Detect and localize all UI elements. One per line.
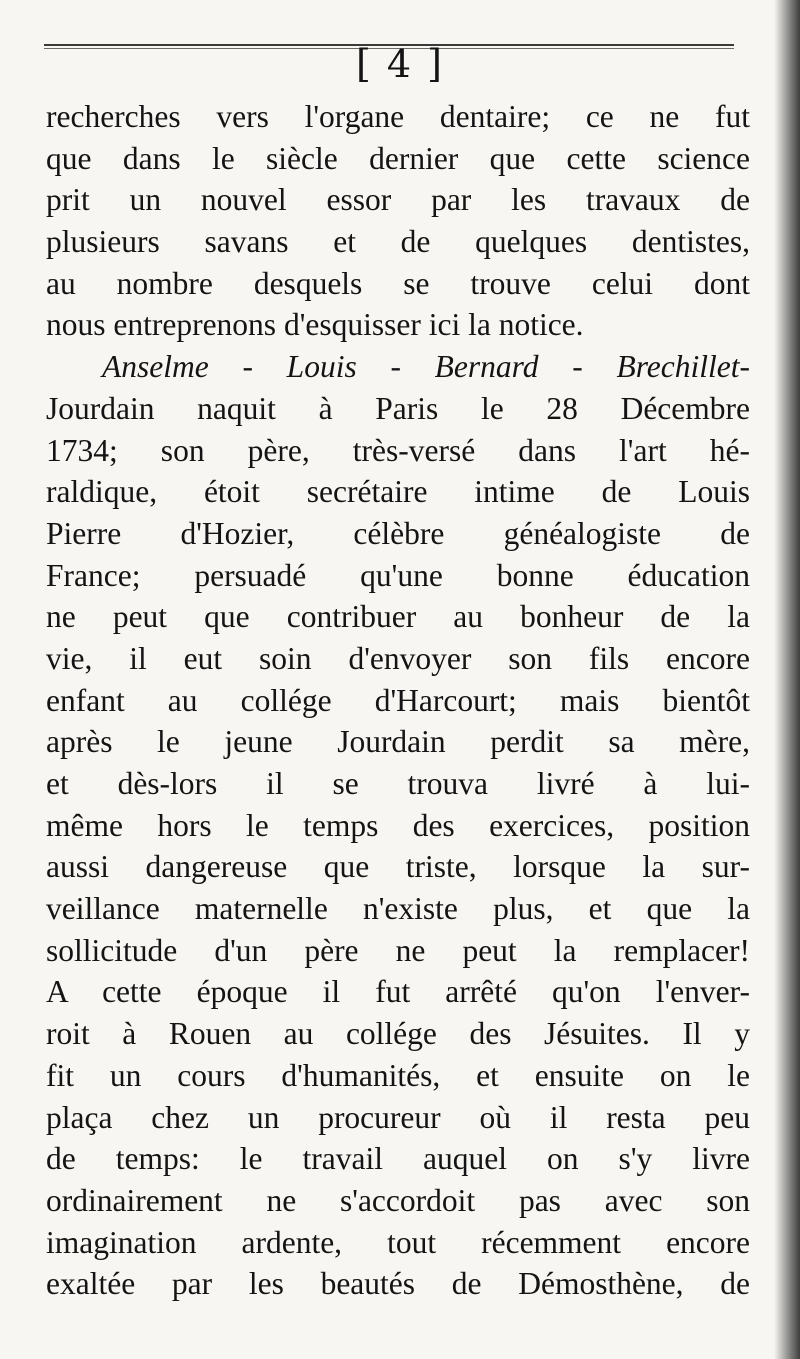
- text-line: plusieurs savans et de quelques dentistes,: [46, 224, 750, 260]
- text-line: France; persuadé qu'une bonne éducation: [46, 557, 750, 593]
- text-line: ne peut que contribuer au bonheur de la: [46, 599, 750, 635]
- text-line: vie, il eut soin d'envoyer son fils encore: [46, 640, 750, 676]
- text-line: fit un cours d'humanités, et ensuite on le: [46, 1057, 750, 1093]
- text-line: veillance maternelle n'existe plus, et que la: [46, 891, 750, 927]
- text-line: même hors le temps des exercices, position: [46, 807, 750, 843]
- page-number: [ 4 ]: [356, 42, 444, 86]
- text-line: 1734; son père, très-versé dans l'art hé-: [46, 432, 750, 468]
- text-line: raldique, étoit secrétaire intime de Louis: [46, 474, 750, 510]
- text-line: nous entreprenons d'esquisser ici la notice.: [46, 307, 584, 343]
- text-line: que dans le siècle dernier que cette science: [46, 140, 750, 176]
- text-line: recherches vers l'organe dentaire; ce ne fut: [46, 99, 750, 134]
- text-line: après le jeune Jourdain perdit sa mère,: [46, 724, 750, 760]
- text-line: et dès-lors il se trouva livré à lui-: [46, 766, 750, 801]
- text-line: Jourdain naquit à Paris le 28 Décembre: [46, 390, 750, 426]
- text-line: ordinairement ne s'accordoit pas avec son: [46, 1182, 750, 1218]
- text-line: sollicitude d'un père ne peut la remplacer!: [46, 932, 750, 968]
- text-line: Pierre d'Hozier, célèbre généalogiste de: [46, 515, 750, 551]
- text-line: au nombre desquels se trouve celui dont: [46, 265, 750, 301]
- text-line: exaltée par les beautés de Démosthène, de: [46, 1266, 750, 1302]
- text-line: A cette époque il fut arrêté qu'on l'enver-: [46, 974, 750, 1010]
- text-line: aussi dangereuse que triste, lorsque la sur-: [46, 849, 750, 885]
- text-line: imagination ardente, tout récemment encore: [46, 1224, 750, 1260]
- text-line: de temps: le travail auquel on s'y livre: [46, 1141, 750, 1177]
- body-text: [46, 96, 750, 1305]
- text-line: prit un nouvel essor par les travaux de: [46, 182, 750, 218]
- text-line: plaça chez un procureur où il resta peu: [46, 1099, 750, 1135]
- text-line: roit à Rouen au collége des Jésuites. Il y: [46, 1016, 750, 1052]
- text-line: enfant au collége d'Harcourt; mais bientôt: [46, 682, 750, 718]
- text-line-name: Anselme - Louis - Bernard - Brechillet-: [102, 349, 750, 385]
